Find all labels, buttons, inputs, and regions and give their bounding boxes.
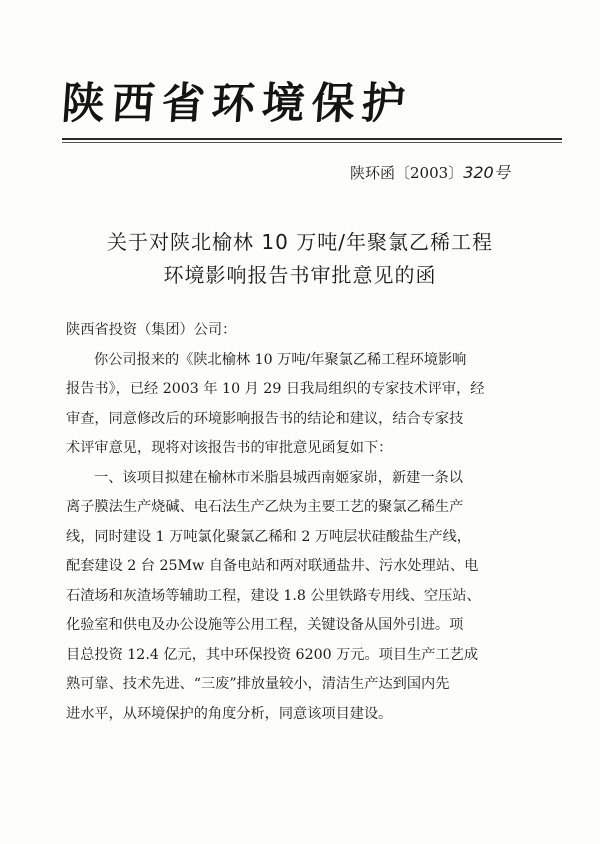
body-line: 石渣场和灰渣场等辅助工程，建设 1.8 公里铁路专用线、空压站、 xyxy=(66,587,481,604)
body-line: 目总投资 12.4 亿元，其中环保投资 6200 万元。项目生产工艺成 xyxy=(66,646,479,663)
document-body xyxy=(66,316,506,729)
body-line: 一、该项目拟建在榆林市米脂县城西南姬家峁，新建一条以 xyxy=(94,469,463,486)
body-line: 离子膜法生产烧碱、电石法生产乙炔为主要工艺的聚氯乙稀生产 xyxy=(66,499,464,515)
document-number-suffix: 号 xyxy=(493,163,510,182)
body-line: 你公司报来的《陕北榆林 10 万吨/年聚氯乙稀工程环境影响 xyxy=(94,351,467,368)
letterhead-rule-thin xyxy=(62,142,562,143)
body-line: 线，同时建设 1 万吨氯化聚氯乙稀和 2 万吨层状硅酸盐生产线， xyxy=(66,528,471,545)
document-number-prefix: 陕环函〔2003〕 xyxy=(350,164,464,182)
body-line: 审查，同意修改后的环境影响报告书的结论和建议，结合专家技 xyxy=(66,410,464,427)
body-line: 进水平，从环境保护的角度分析，同意该项目建设。 xyxy=(66,705,393,722)
body-line: 报告书》，已经 2003 年 10 月 29 日我局组织的专家技术评审，经 xyxy=(66,381,485,397)
letterhead-rule xyxy=(62,138,562,140)
document-title-line-2: 环境影响报告书审批意见的函 xyxy=(163,263,437,287)
body-line: 配套建设 2 台 25Mw 自备电站和两对联通盐井、污水处理站、电 xyxy=(66,558,479,574)
body-line: 熟可靠、技术先进、“三废”排放量较小，清洁生产达到国内先 xyxy=(66,676,450,692)
document-number-handwritten: 320 xyxy=(463,163,494,182)
body-line: 化验室和供电及办公设施等公用工程，关键设备从国外引进。项 xyxy=(66,617,464,633)
body-line: 术评审意见，现将对该报告书的审批意见函复如下： xyxy=(66,440,393,456)
document-title-line-1: 关于对陕北榆林 10 万吨/年聚氯乙稀工程 xyxy=(107,230,493,254)
salutation: 陕西省投资（集团）公司： xyxy=(66,322,237,338)
document-number xyxy=(350,160,510,183)
letterhead-title: 陕西省环境保护 xyxy=(60,79,414,129)
